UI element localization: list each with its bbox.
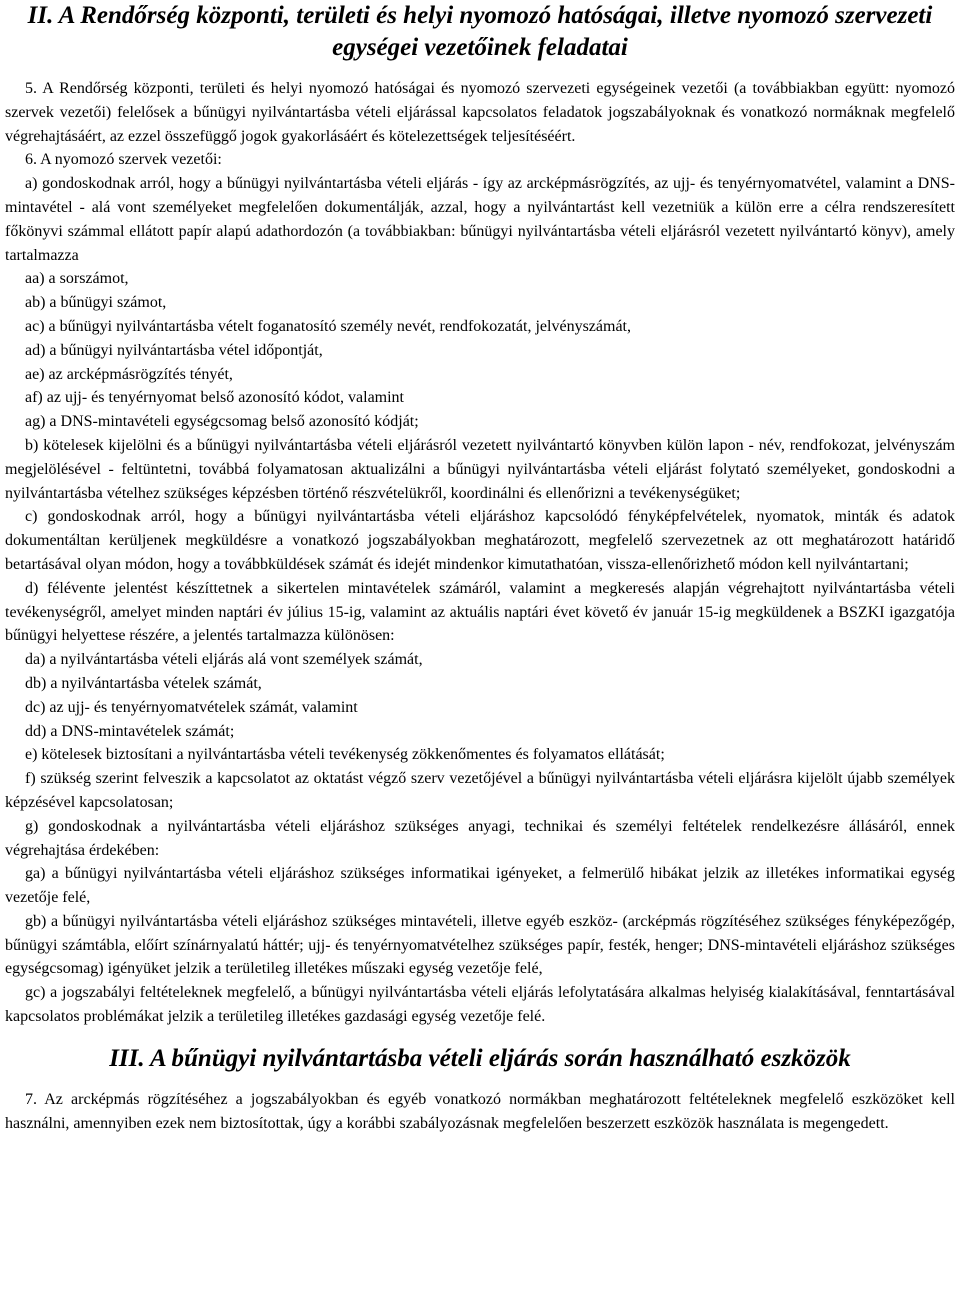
list-item: dd) a DNS-mintavételek számát; [25, 722, 235, 740]
section-iii-body [5, 1088, 955, 1136]
paragraph: ga) a bűnügyi nyilvántartásba vételi eljáráshoz szükséges informatikai igényeket, a felmerülő hibákat jelzik az illetékes informatikai egység vezetője felé, [5, 865, 955, 907]
list-item: da) a nyilvántartásba vételi eljárás alá vont személyek számát, [25, 651, 423, 669]
list-item: ag) a DNS-mintavételi egységcsomag belső azonosító kódját; [25, 413, 419, 431]
list-item: db) a nyilvántartásba vételek számát, [25, 674, 262, 692]
list-item: ab) a bűnügyi számot, [25, 294, 167, 312]
paragraph: gb) a bűnügyi nyilvántartásba vételi eljáráshoz szükséges mintavételi, illetve egyéb eszköz- (arcképmás rögzítéséhez szükséges fényképezőgép, bűnügyi számtábla, előírt színárnyalatú háttér; ujj- és tenyérnyomatvételhez szükséges papír, festék, henger; DNS-mintavételi eljáráshoz szükséges egységcsomag) igényüket jelzik a területileg illetékes műszaki egység vezetője felé, [5, 912, 955, 978]
list-item: dc) az ujj- és tenyérnyomatvételek számát, valamint [25, 698, 358, 716]
paragraph: d) félévente jelentést készíttetnek a sikertelen mintavételek számáról, valamint a megkeresés alapján végrehajtott nyilvántartásba vételi tevékenységről, amelyet minden naptári év július 15-ig, valamint az aktuális naptári évet követő év január 15-ig megküldenek a BSZKI igazgatója bűnügyi helyettese részére, a jelentés tartalmazza különösen: [5, 579, 955, 645]
section-ii-body [5, 77, 955, 1029]
paragraph: gc) a jogszabályi feltételeknek megfelelő, a bűnügyi nyilvántartásba vételi eljárás lefolytatására alkalmas helyiség kialakításával, fenntartásával kapcsolatos problémákat jelzik a területileg illetékes gazdasági egység vezetője felé. [5, 984, 955, 1026]
paragraph: 5. A Rendőrség központi, területi és helyi nyomozó hatóságai és nyomozó szervezeti egységeinek vezetői (a továbbiakban együtt: nyomozó szervek vezetői) felelősek a bűnügyi nyilvántartásba vételi eljárással kapcsolatos feladatok jogszabályoknak és vonatkozó normáknak megfelelő végrehajtásáért, az ezzel összefüggő jogok gyakorlásáért és kötelezettségek teljesítéséért. [5, 80, 955, 145]
paragraph: b) kötelesek kijelölni és a bűnügyi nyilvántartásba vételi eljárásról vezetett nyilvántartó könyvben külön lapon - név, rendfokozat, jelvényszám megjelölésével - feltüntetni, továbbá folyamatosan aktualizálni a bűnügyi nyilvántartásba vételi eljárást folytató személyeket, gondoskodni a nyilvántartásba vételhez szükséges képzésben történő részvételükről, koordinálni és ellenőrizni a tevékenységüket; [5, 436, 955, 502]
list-item: ae) az arcképmásrögzítés tényét, [25, 365, 233, 383]
paragraph: 6. A nyomozó szervek vezetői: [25, 151, 222, 169]
list-item: ad) a bűnügyi nyilvántartásba vétel időpontját, [25, 341, 323, 359]
section-iii-paragraphs [5, 1088, 955, 1136]
list-item: aa) a sorszámot, [25, 270, 129, 288]
section-heading-ii: II. A Rendőrség központi, területi és helyi nyomozó hatóságai, illetve nyomozó szervezeti egységei vezetőinek feladatai [27, 2, 933, 61]
paragraph: c) gondoskodnak arról, hogy a bűnügyi nyilvántartásba vételi eljáráshoz kapcsolódó fényképfelvételek, nyomatok, minták és adatok dokumentáltan kerüljenek megküldésre a vonatkozó jogszabályokban meghatározott, megfelelő szervezetnek az ott meghatározott határidő betartásával olyan módon, hogy a továbbküldések számát és idejét mindenkor kimutathatóan, vissza-ellenőrizhető módon kell nyilvántartani; [5, 508, 955, 573]
paragraph: g) gondoskodnak a nyilvántartásba vételi eljáráshoz szükséges anyagi, technikai és személyi feltételek rendelkezésre állásáról, ennek végrehajtása érdekében: [5, 817, 955, 859]
list-item: ac) a bűnügyi nyilvántartásba vételt foganatosító személy nevét, rendfokozatát, jelvényszámát, [25, 317, 631, 335]
section-ii-paragraphs [5, 77, 955, 1029]
list-item: af) az ujj- és tenyérnyomat belső azonosító kódot, valamint [25, 389, 404, 407]
paragraph: a) gondoskodnak arról, hogy a bűnügyi nyilvántartásba vételi eljárás - így az arcképmásrögzítés, az ujj- és tenyérnyomatvétel, valamint a DNS-mintavétel - alá vont személyeket megfelelően dokumentálják, azzal, hogy a nyilvántartást kell vezetniük a külön erre a célra rendszeresített főkönyvi számmal ellátott papír alapú adathordozón (a továbbiakban: bűnügyi nyilvántartásba vételi eljárásról vezetett nyilvántartó könyv), amely tartalmazza [5, 175, 955, 264]
paragraph: f) szükség szerint felveszik a kapcsolatot az oktatást végző szerv vezetőjével a bűnügyi nyilvántartásba vételi eljárásra kijelölt újabb személyek képzésével kapcsolatosan; [5, 770, 955, 811]
paragraph: 7. Az arcképmás rögzítéséhez a jogszabályokban és egyéb vonatkozó normákban meghatározott feltételeknek megfelelő eszközöket kell használni, amennyiben ezek nem biztosítottak, úgy a korábbi szabályozásnak megfelelően beszerzett eszközök használata is megengedett. [5, 1090, 955, 1132]
section-heading-iii: III. A bűnügyi nyilvántartásba vételi eljárás során használható eszközök [109, 1044, 851, 1072]
paragraph: e) kötelesek biztosítani a nyilvántartásba vételi tevékenység zökkenőmentes és folyamatos ellátását; [25, 746, 665, 764]
